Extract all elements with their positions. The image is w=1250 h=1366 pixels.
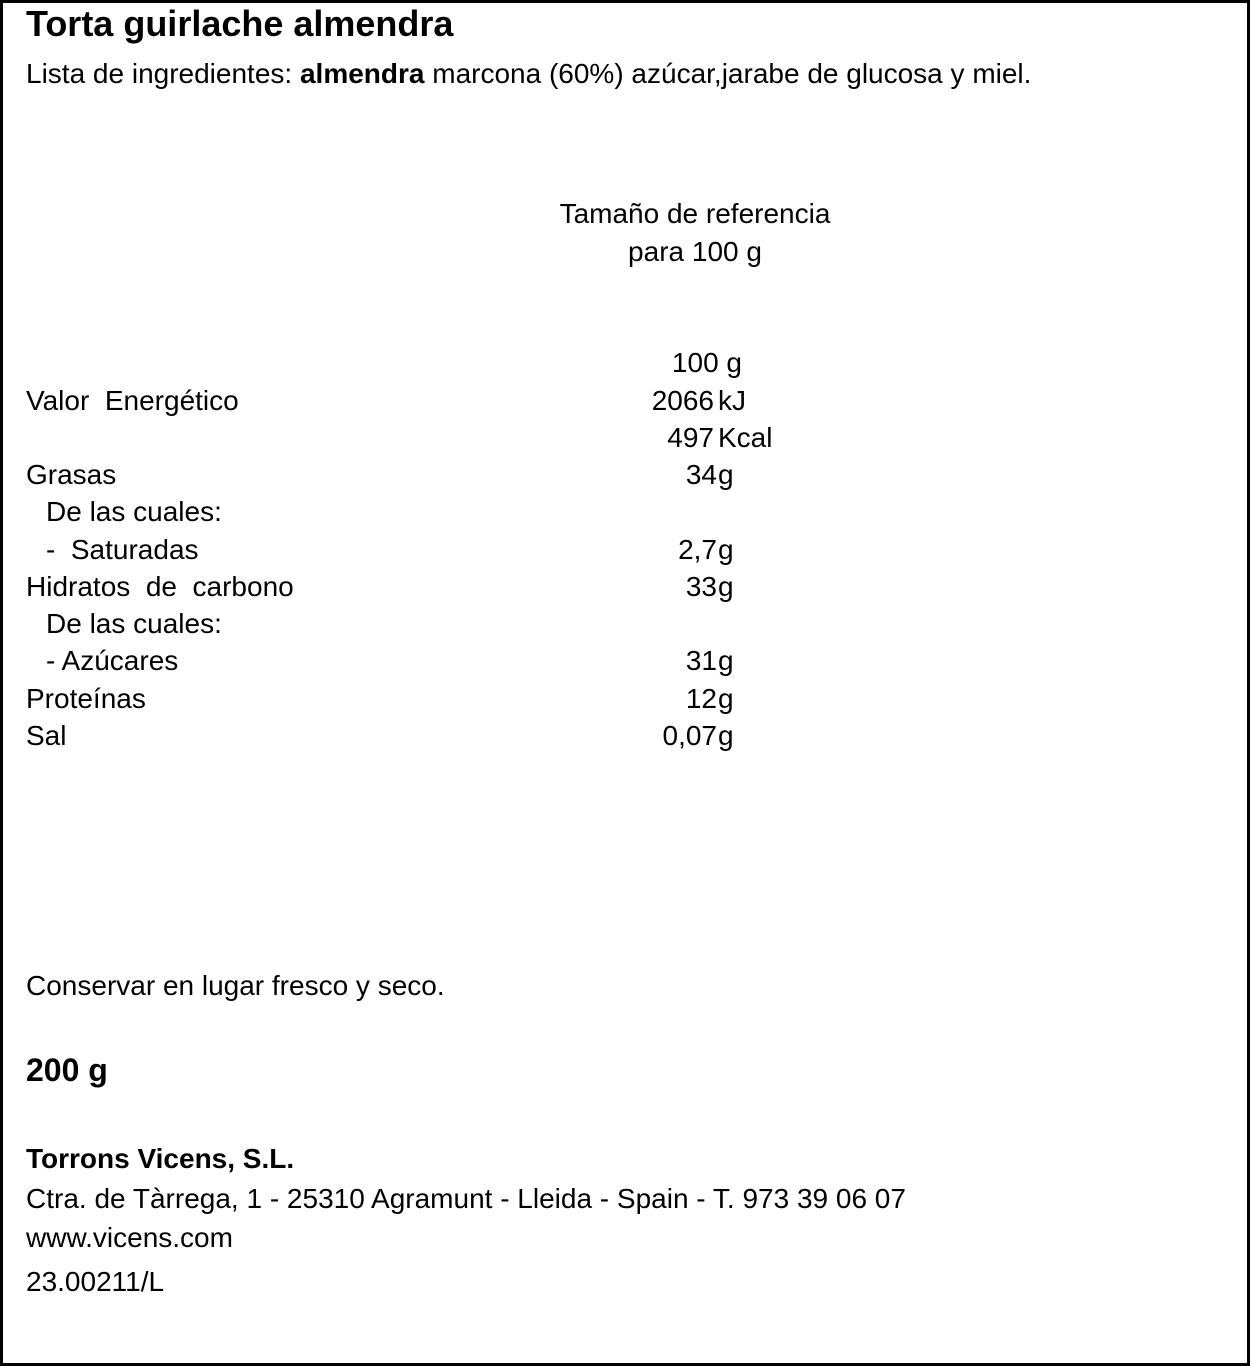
net-weight: 200 g [26,1052,108,1088]
reference-size-line2: para 100 g [628,236,762,267]
nutrient-label: Hidratos de carbono [26,571,294,602]
nutrient-label: Sal [26,720,67,751]
company-name: Torrons Vicens, S.L. [26,1143,295,1174]
ingredients-prefix: Lista de ingredientes: [26,58,300,89]
energy-kj-unit: kJ [718,385,746,416]
energy-kcal-unit: Kcal [718,422,773,453]
nutrient-label: Proteínas [26,683,146,714]
company-address: Ctra. de Tàrrega, 1 - 25310 Agramunt - Lleida - Spain - T. 973 39 06 07 [26,1183,906,1214]
nutrition-column-header: 100 g [671,347,742,378]
nutrient-unit: g [718,459,734,490]
reference-size-line1: Tamaño de referencia [559,198,831,229]
nutrient-unit: g [718,645,734,676]
nutrient-value: 12 [685,683,717,714]
nutrient-unit: g [718,571,734,602]
nutrient-label: - Saturadas [46,534,199,565]
nutrient-value: 31 [685,645,717,676]
energy-label: Valor Energético [26,385,239,416]
product-title: Torta guirlache almendra [26,3,454,44]
nutrient-unit: g [718,720,734,751]
nutrient-value: 33 [685,571,717,602]
ingredients-list [26,60,1031,88]
company-website: www.vicens.com [26,1222,233,1253]
nutrient-value: 2,7 [678,534,717,565]
lot-number: 23.00211/L [26,1266,165,1297]
ingredients-rest: marcona (60%) azúcar,jarabe de glucosa y miel. [424,58,1032,89]
ingredients-highlight: almendra [299,58,425,89]
nutrient-unit: g [718,534,734,565]
nutrient-label: Grasas [26,459,117,490]
storage-instructions: Conservar en lugar fresco y seco. [26,970,445,1001]
energy-kcal-value: 497 [667,422,714,453]
nutrient-unit: g [718,683,734,714]
nutrient-value: 34 [685,459,717,490]
nutrient-label: - Azúcares [46,645,179,676]
energy-kj-value: 2066 [651,385,714,416]
nutrient-sublabel: De las cuales: [46,496,222,527]
nutrient-sublabel: De las cuales: [46,608,222,639]
nutrient-value: 0,07 [662,720,717,751]
